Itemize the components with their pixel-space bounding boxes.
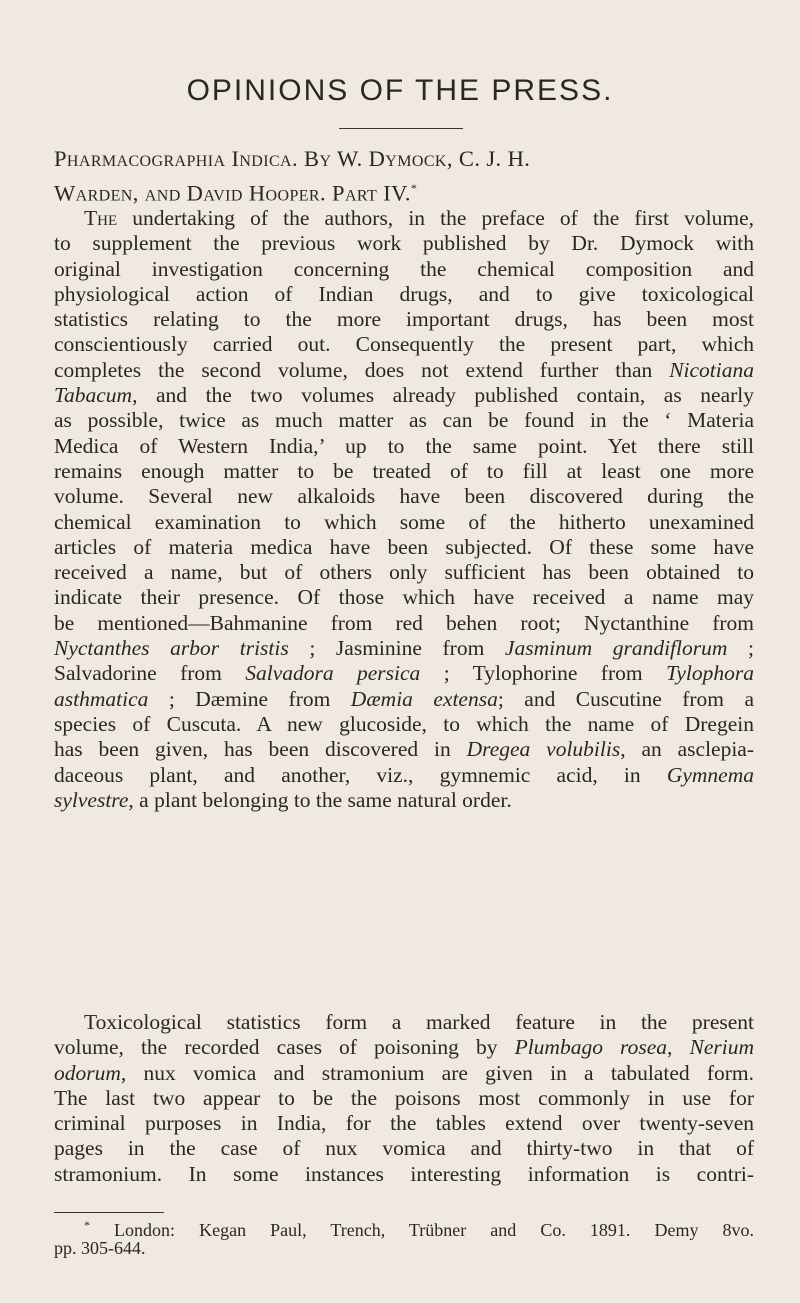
p1-line: received a name, but of others only sufficient has been obtained to — [54, 560, 754, 585]
p2-line: Toxicological statistics form a marked feature in the present — [84, 1010, 754, 1034]
p1-line: Salvadorine from Salvadora persica ; Tylophorine from Tylophora — [54, 661, 754, 686]
review-heading-line-1: Pharmacographia Indica. By W. Dymock, C. J. H. — [54, 146, 531, 171]
p1-line: remains enough matter to be treated of to fill at least one more — [54, 458, 754, 483]
p1-line: Nyctanthes arbor tristis ; Jasminine from Jasminum grandiflorum ; — [54, 636, 754, 661]
p2-line: pages in the case of nux vomica and thirty-two in that of — [54, 1136, 754, 1161]
review-heading-line-2 — [54, 172, 774, 210]
p1-line: indicate their presence. Of those which have received a name may — [54, 585, 754, 610]
footnote-line: * London: Kegan Paul, Trench, Trübner and Co. 1891. Demy 8vo. — [84, 1218, 754, 1240]
p1-line: sylvestre, a plant belonging to the same natural order. — [54, 787, 512, 812]
review-heading-text: Warden, and David Hooper. Part IV. — [54, 180, 411, 206]
footnote-line: pp. 305-644. — [54, 1238, 146, 1258]
footnote-rule — [54, 1212, 164, 1213]
paragraph-1 — [54, 206, 754, 813]
p1-line: Tabacum, and the two volumes already published contain, as nearly — [54, 383, 754, 408]
p1-line: The undertaking of the authors, in the preface of the first volume, — [84, 206, 754, 230]
p1-line: Medica of Western India,’ up to the same point. Yet there still — [54, 433, 754, 458]
p1-line: physiological action of Indian drugs, and to give toxicological — [54, 281, 754, 306]
p1-line: original investigation concerning the chemical composition and — [54, 256, 754, 281]
p1-line: to supplement the previous work published by Dr. Dymock with — [54, 231, 754, 256]
footnote — [54, 1214, 754, 1260]
p1-line: statistics relating to the more important drugs, has been most — [54, 307, 754, 332]
paragraph-2 — [54, 1010, 754, 1187]
title-rule — [339, 128, 463, 129]
p1-line: daceous plant, and another, viz., gymnemic acid, in Gymnema — [54, 762, 754, 787]
footnote-reference-mark: * — [410, 181, 418, 195]
p2-line: The last two appear to be the poisons most commonly in use for — [54, 1085, 754, 1110]
p2-line: odorum, nux vomica and stramonium are given in a tabulated form. — [54, 1060, 754, 1085]
p1-line: asthmatica ; Dæmine from Dæmia extensa; and Cuscutine from a — [54, 686, 754, 711]
p1-line: species of Cuscuta. A new glucoside, to which the name of Dregein — [54, 711, 754, 736]
p1-line: chemical examination to which some of the hitherto unexamined — [54, 509, 754, 534]
p1-line: volume. Several new alkaloids have been discovered during the — [54, 484, 754, 509]
drop-word: The — [84, 206, 118, 230]
p1-line: conscientiously carried out. Consequently the present part, which — [54, 332, 754, 357]
p1-line: completes the second volume, does not extend further than Nicotiana — [54, 357, 754, 382]
p2-line: stramonium. In some instances interesting information is contri- — [54, 1161, 754, 1186]
p1-line: as possible, twice as much matter as can be found in the ‘ Materia — [54, 408, 754, 433]
page-title: OPINIONS OF THE PRESS. — [186, 74, 614, 107]
p2-line: volume, the recorded cases of poisoning by Plumbago rosea, Nerium — [54, 1035, 754, 1060]
p2-line: criminal purposes in India, for the tables extend over twenty-seven — [54, 1111, 754, 1136]
footnote-mark: * — [84, 1218, 90, 1232]
p1-line: has been given, has been discovered in Dregea volubilis, an asclepia- — [54, 737, 755, 762]
p1-line: be mentioned—Bahmanine from red behen root; Nyctanthine from — [54, 610, 754, 635]
p1-line: articles of materia medica have been subjected. Of these some have — [54, 534, 754, 559]
